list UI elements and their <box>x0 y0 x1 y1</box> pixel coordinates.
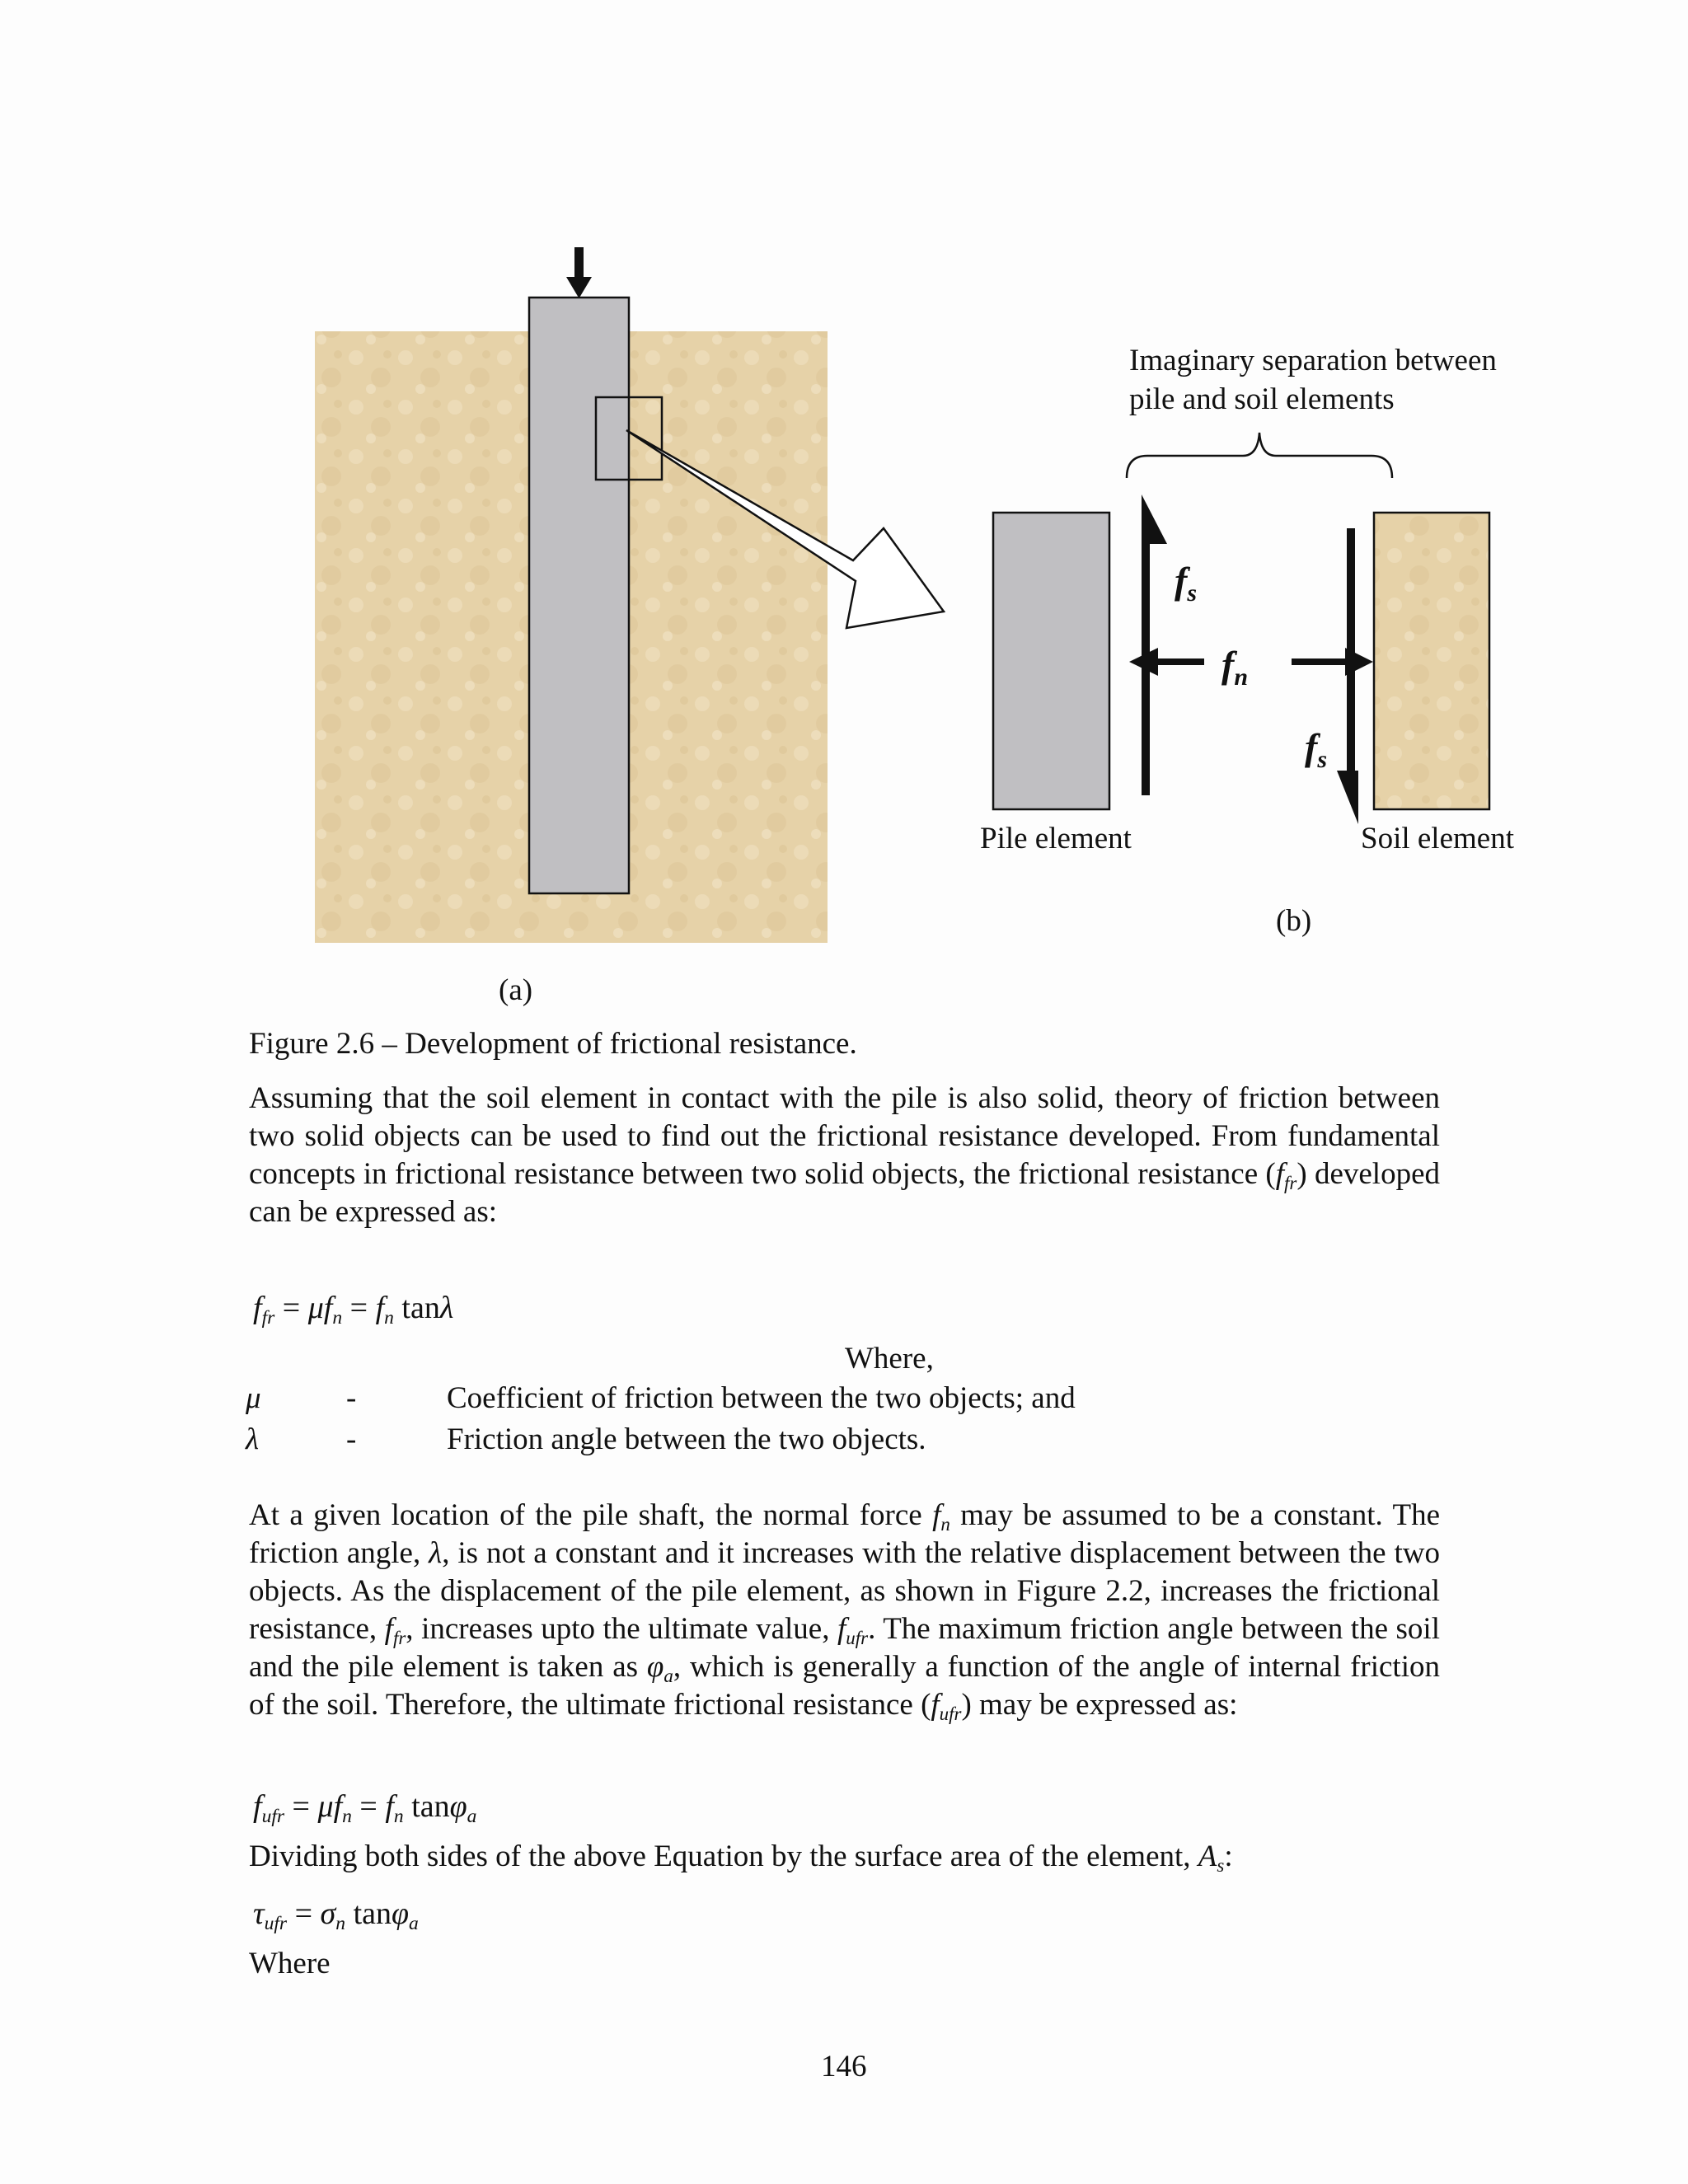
equation-3: $\tau_{ufr} = \sigma_n$ tanφ$_a$ <box>253 1896 419 1935</box>
subfigure-label-a: (a) <box>499 973 533 1007</box>
definition-symbol: λ <box>246 1422 260 1456</box>
subfigure-label-b: (b) <box>1276 904 1312 938</box>
normal-force-right-arrow <box>1292 648 1373 676</box>
soil-element-label: Soil element <box>1361 822 1514 855</box>
page-number: 146 <box>821 2050 867 2083</box>
definition-row-lambda <box>0 1421 1688 1459</box>
definition-dash: - <box>346 1381 357 1415</box>
figure-caption: Figure 2.6 – Development of frictional resistance. <box>249 1027 857 1061</box>
definition-text: Friction angle between the two objects. <box>447 1422 926 1456</box>
pile-element <box>993 513 1109 809</box>
separation-brace <box>1127 433 1392 478</box>
shear-force-down-arrow <box>1337 528 1358 824</box>
figure-frictional-resistance <box>0 0 1688 1038</box>
force-label-fs-top: $f_s$ <box>1175 560 1198 607</box>
paragraph-1: Assuming that the soil element in contact with the pile is also solid, theory of friction between two solid objects can be used to find out the frictional resistance developed. From fundamental concepts in frictional resistance between two solid objects, the frictional resistance $(f_{fr})$ developed can be expressed as: <box>249 1081 1440 1229</box>
definition-row-mu <box>0 1380 1688 1418</box>
equation-2: $f_{ufr} = \mu f_n = f_n$ tanφ$_a$ <box>253 1789 477 1828</box>
callout-label <box>1129 341 1497 419</box>
force-label-fn: $f_n$ <box>1221 644 1249 691</box>
shear-force-up-arrow <box>1142 494 1167 795</box>
equation-1: $f_{fr} = \mu f_n = f_n$ tanλ <box>253 1291 454 1329</box>
pile-element-label: Pile element <box>980 822 1132 855</box>
paragraph-3: Dividing both sides of the above Equation by the surface area of the element, $A_s$: <box>249 1840 1233 1876</box>
where-label-1: Where, <box>845 1342 934 1376</box>
where-label-2: Where <box>249 1947 331 1980</box>
normal-force-left-arrow <box>1129 648 1204 676</box>
force-label-fs-bottom: $f_s$ <box>1305 726 1328 773</box>
paragraph-2: At a given location of the pile shaft, the normal force $f_n$ may be assumed to be a constant. The friction angle, λ, is not a constant and it increases with the relative displacement between the two objects. As the displacement of the pile element, as shown in Figure 2.2, increases the frictional resistance, $f_{fr}$, increases upto the ultimate value, $f_{ufr}$. The maximum friction angle between the soil and the pile element is taken as $\varphi_a$, which is generally a function of the angle of internal friction of the soil. Therefore, the ultimate frictional resistance $(f_{ufr})$ may be expressed as: <box>249 1498 1441 1724</box>
callout-line-1: Imaginary separation between <box>1129 344 1497 377</box>
soil-element <box>1374 513 1489 809</box>
definition-dash: - <box>346 1422 357 1456</box>
load-arrow <box>566 247 592 298</box>
definition-text: Coefficient of friction between the two objects; and <box>447 1381 1076 1415</box>
pile <box>529 298 629 893</box>
definition-symbol: μ <box>246 1381 261 1415</box>
callout-line-2: pile and soil elements <box>1129 382 1395 416</box>
